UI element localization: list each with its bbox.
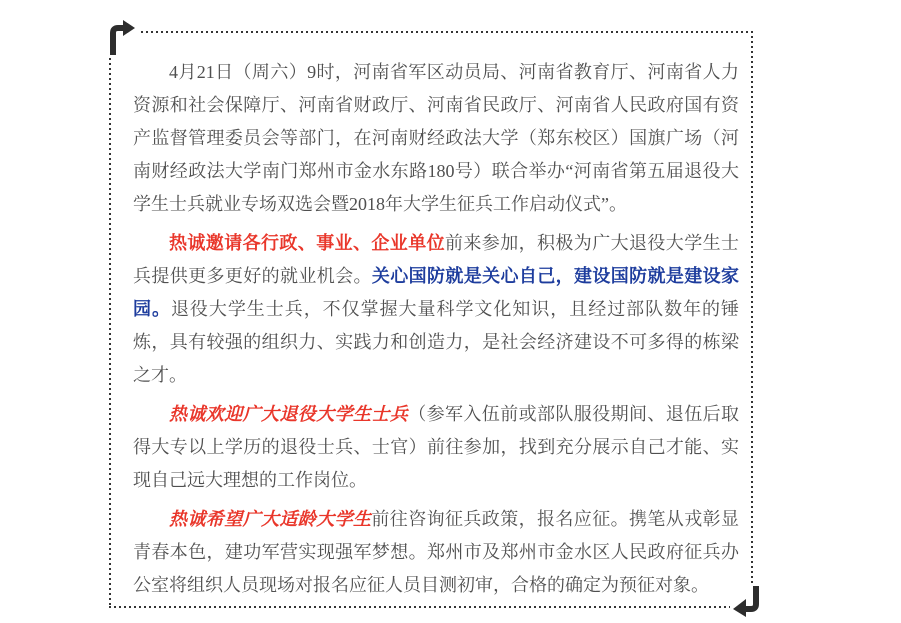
text-run-normal: （参军入伍前或部队服役期间、退伍后取得大专以上学历的退役士兵、士官）前往参加，找到充分展示自己才能、实现自己远大理想的工作岗位。 <box>133 404 740 490</box>
dashed-border-top <box>141 31 752 33</box>
text-run-normal: 前往咨询征兵政策，报名应征。携笔从戎彰显青春本色，建功军营实现强军梦想。郑州市及郑州市金水区人民政府征兵办公室将组织人员现场对报名应征人员目测初审，合格的确定为预征对象。 <box>133 509 740 595</box>
para-welcome-veterans <box>133 398 739 497</box>
text-run-blue-bold: 关心国防就是关心自己，建设国防就是建设家园。 <box>133 266 739 319</box>
text-run-red-bold-italic: 热诚希望广大适龄大学生 <box>169 509 372 529</box>
text-run-normal: 4月21日（周六）9时，河南省军区动员局、河南省教育厅、河南省人力资源和社会保障厅、河南省财政厅、河南省民政厅、河南省人民政府国有资产监督管理委员会等部门，在河南财经政法大学（郑东校区）国旗广场（河南财经政法大学南门郑州市金水东路180号）联合举办“河南省第五届退役大学生士兵就业专场双选会暨2018年大学生征兵工作启动仪式”。 <box>133 62 739 214</box>
text-run-red-bold-italic: 热诚欢迎广大退役大学生士兵 <box>169 404 409 424</box>
up-then-right-arrow-icon <box>106 17 136 57</box>
document-body <box>133 56 739 608</box>
dashed-border-right <box>751 31 753 583</box>
para-invite-employers <box>133 227 739 392</box>
para-hope-students <box>133 503 739 602</box>
text-run-red-bold: 热诚邀请各行政、事业、企业单位 <box>169 233 445 253</box>
text-run-normal: 退役大学生士兵，不仅掌握大量科学文化知识，且经过部队数年的锤炼，具有较强的组织力、实践力和创造力，是社会经济建设不可多得的栋梁之才。 <box>133 299 739 385</box>
dashed-border-left <box>109 58 111 606</box>
para-event-info <box>133 56 739 221</box>
text-run-normal: 前来参加，积极为广大退役大学生士兵提供更多更好的就业机会。 <box>133 233 739 286</box>
